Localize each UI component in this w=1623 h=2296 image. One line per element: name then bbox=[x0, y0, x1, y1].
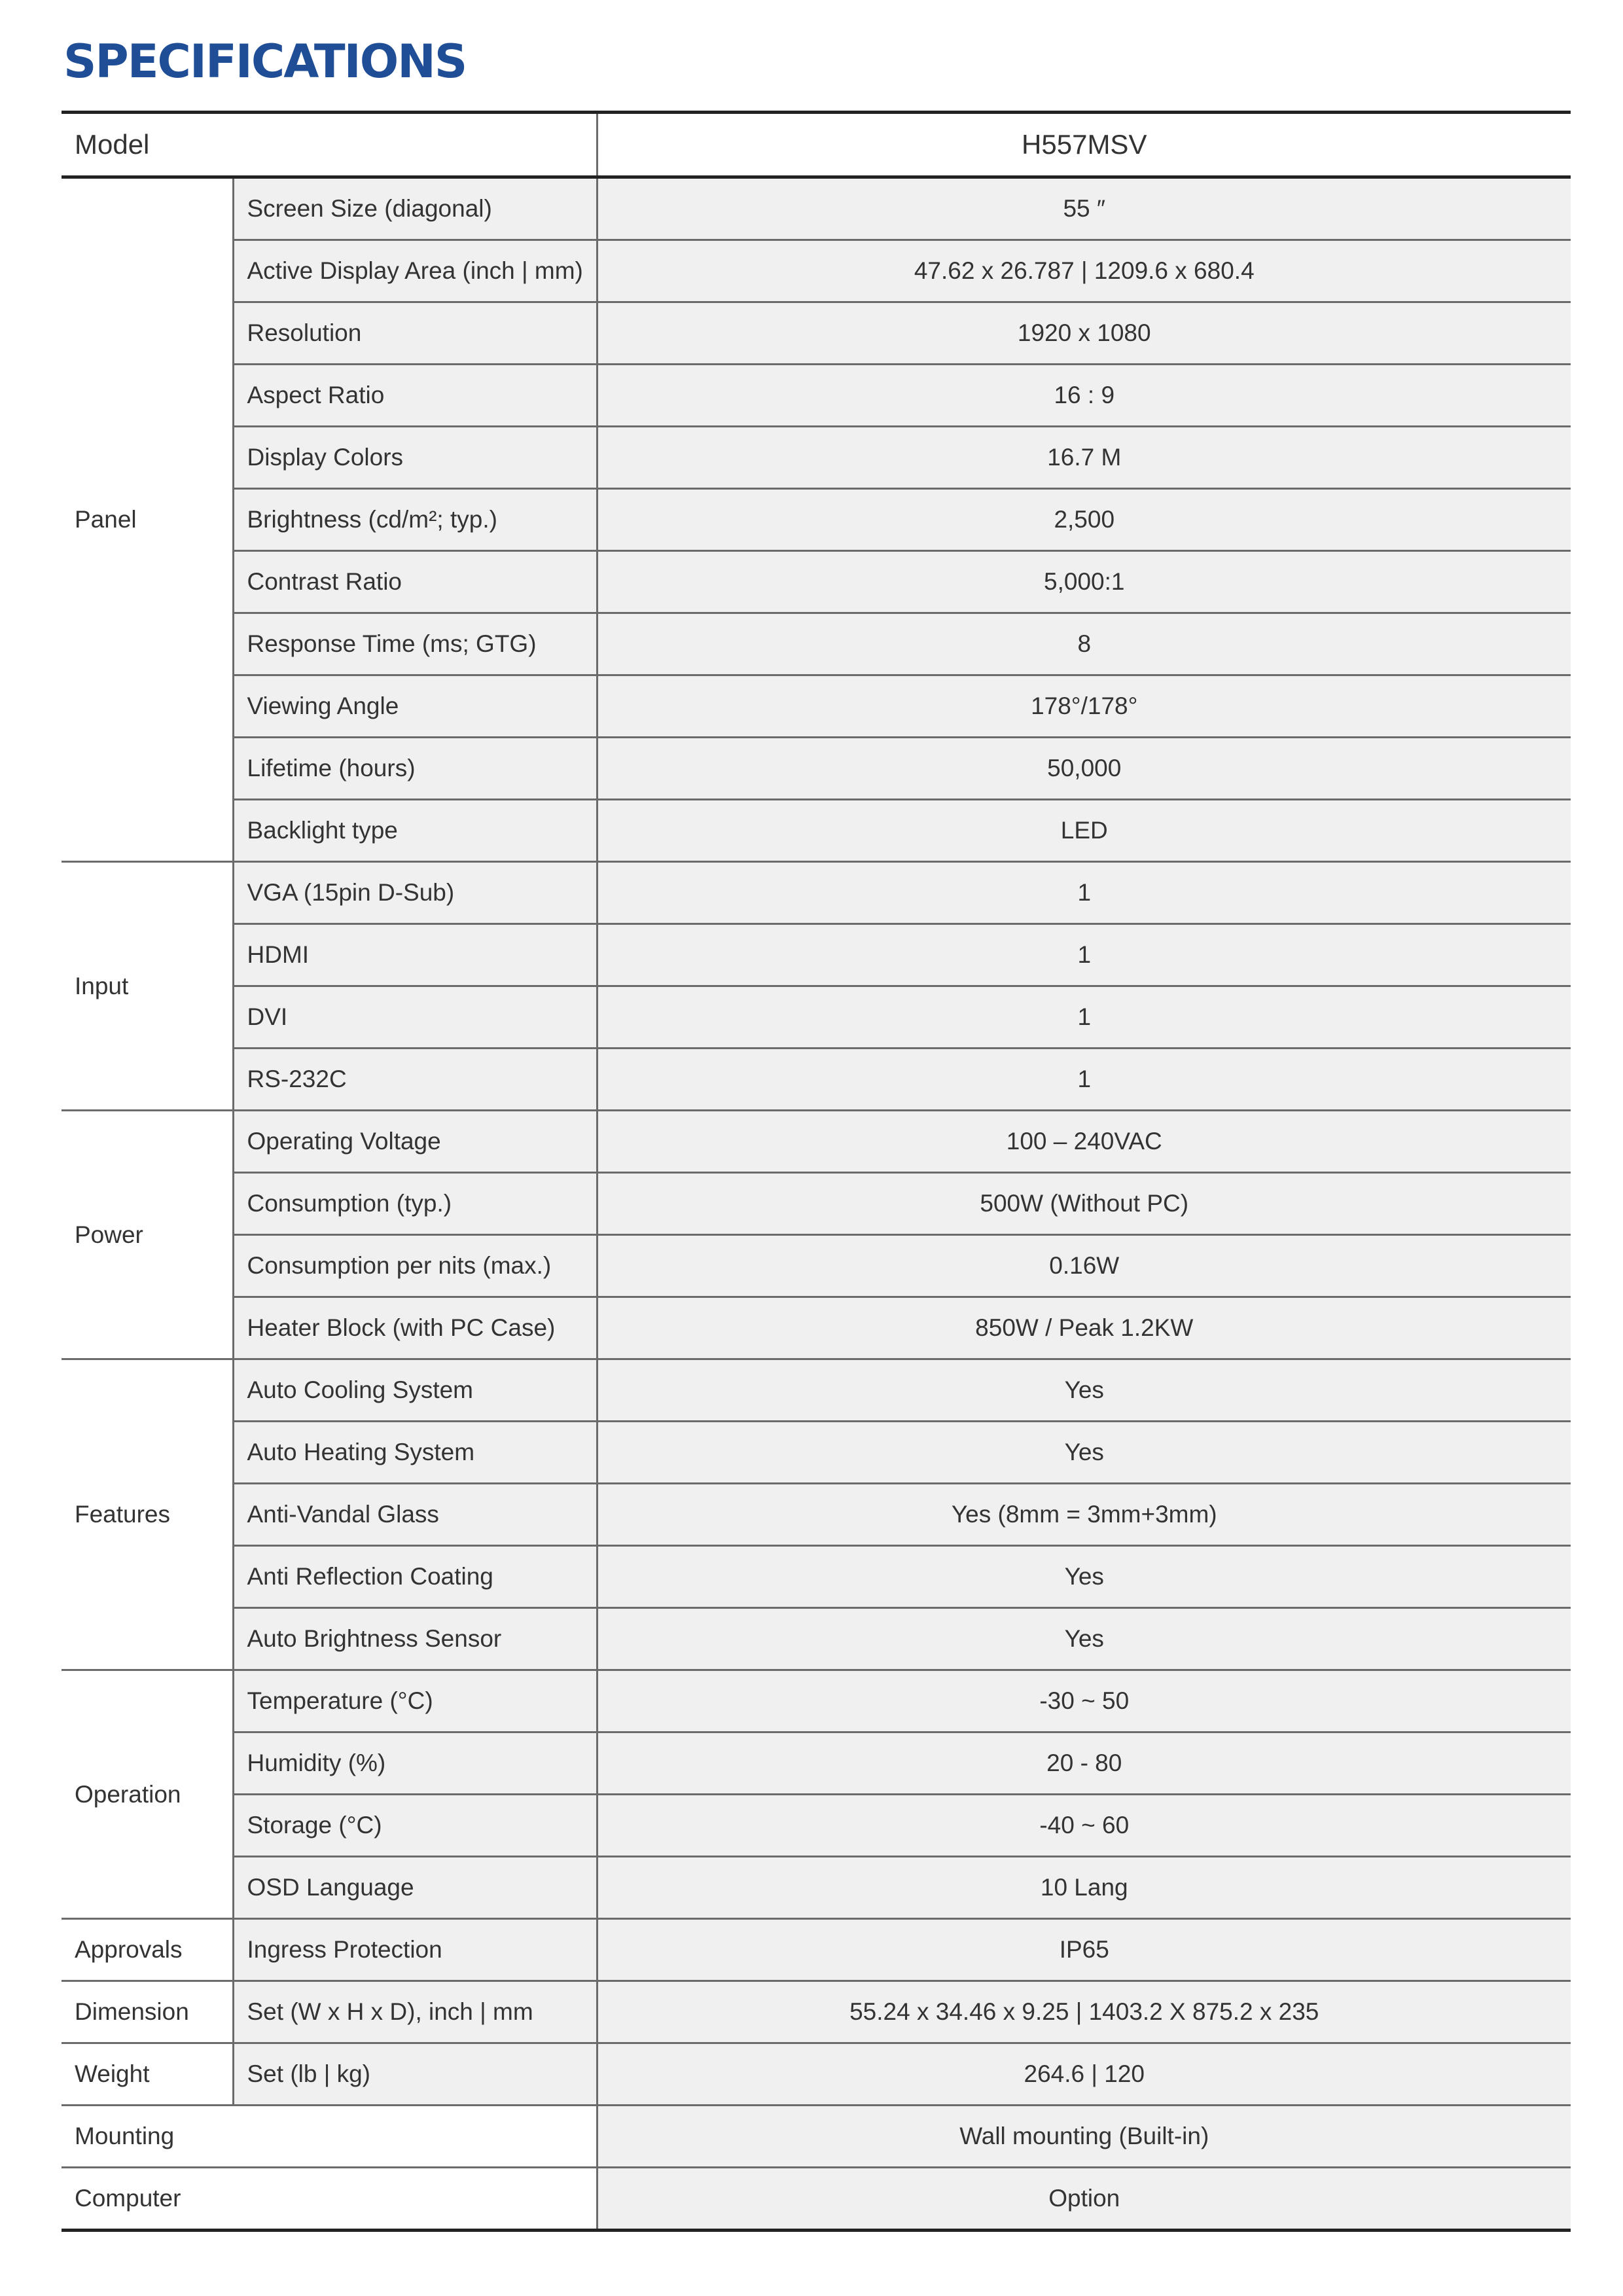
spec-value: 0.16W bbox=[597, 1235, 1571, 1297]
spec-value: 2,500 bbox=[597, 489, 1571, 551]
specifications-table-body bbox=[62, 113, 1571, 2231]
spec-value: -40 ~ 60 bbox=[597, 1795, 1571, 1857]
spec-row bbox=[62, 1049, 1571, 1111]
spec-label: Storage (°C) bbox=[233, 1795, 597, 1857]
spec-row bbox=[62, 177, 1571, 240]
group-label: Panel bbox=[62, 177, 233, 862]
spec-value: 5,000:1 bbox=[597, 551, 1571, 613]
spec-value: 55.24 x 34.46 x 9.25 | 1403.2 X 875.2 x 235 bbox=[597, 1981, 1571, 2043]
spec-label: Response Time (ms; GTG) bbox=[233, 613, 597, 675]
spec-label: Humidity (%) bbox=[233, 1732, 597, 1795]
spec-row bbox=[62, 1670, 1571, 1732]
group-label: Dimension bbox=[62, 1981, 233, 2043]
spec-row bbox=[62, 1235, 1571, 1297]
spec-row bbox=[62, 738, 1571, 800]
group-label: Features bbox=[62, 1359, 233, 1670]
spec-row bbox=[62, 862, 1571, 924]
spec-label: OSD Language bbox=[233, 1857, 597, 1919]
spec-value: Yes (8mm = 3mm+3mm) bbox=[597, 1484, 1571, 1546]
spec-value: LED bbox=[597, 800, 1571, 862]
spec-value: 100 – 240VAC bbox=[597, 1111, 1571, 1173]
spec-row bbox=[62, 1484, 1571, 1546]
spec-row bbox=[62, 365, 1571, 427]
spec-value: 500W (Without PC) bbox=[597, 1173, 1571, 1235]
spec-value: 1 bbox=[597, 1049, 1571, 1111]
spec-row bbox=[62, 2168, 1571, 2231]
spec-row bbox=[62, 2106, 1571, 2168]
spec-value: 178°/178° bbox=[597, 675, 1571, 738]
spec-value: Wall mounting (Built-in) bbox=[597, 2106, 1571, 2168]
spec-label: Backlight type bbox=[233, 800, 597, 862]
spec-value: 1920 x 1080 bbox=[597, 302, 1571, 365]
spec-value: Yes bbox=[597, 1359, 1571, 1422]
spec-value: 20 - 80 bbox=[597, 1732, 1571, 1795]
spec-row bbox=[62, 240, 1571, 302]
spec-value: Yes bbox=[597, 1608, 1571, 1670]
spec-row bbox=[62, 1608, 1571, 1670]
spec-label: Anti-Vandal Glass bbox=[233, 1484, 597, 1546]
spec-label: Active Display Area (inch | mm) bbox=[233, 240, 597, 302]
model-label: Model bbox=[62, 113, 597, 177]
spec-label: Consumption (typ.) bbox=[233, 1173, 597, 1235]
model-row bbox=[62, 113, 1571, 177]
spec-row bbox=[62, 1546, 1571, 1608]
spec-label: DVI bbox=[233, 986, 597, 1049]
spec-value: 1 bbox=[597, 924, 1571, 986]
spec-value: 55 ″ bbox=[597, 177, 1571, 240]
spec-row bbox=[62, 1173, 1571, 1235]
spec-value: Yes bbox=[597, 1546, 1571, 1608]
spec-row bbox=[62, 489, 1571, 551]
spec-value: 50,000 bbox=[597, 738, 1571, 800]
specifications-table bbox=[62, 111, 1571, 2232]
spec-row bbox=[62, 1732, 1571, 1795]
spec-row bbox=[62, 1981, 1571, 2043]
spec-label: Auto Brightness Sensor bbox=[233, 1608, 597, 1670]
spec-row bbox=[62, 1297, 1571, 1359]
model-value: H557MSV bbox=[597, 113, 1571, 177]
spec-label: Ingress Protection bbox=[233, 1919, 597, 1981]
spec-label: HDMI bbox=[233, 924, 597, 986]
spec-value: 16 : 9 bbox=[597, 365, 1571, 427]
group-label: Approvals bbox=[62, 1919, 233, 1981]
spec-label: Brightness (cd/m²; typ.) bbox=[233, 489, 597, 551]
spec-value: 47.62 x 26.787 | 1209.6 x 680.4 bbox=[597, 240, 1571, 302]
spec-label: VGA (15pin D-Sub) bbox=[233, 862, 597, 924]
spec-value: -30 ~ 50 bbox=[597, 1670, 1571, 1732]
group-label: Weight bbox=[62, 2043, 233, 2106]
spec-label: Operating Voltage bbox=[233, 1111, 597, 1173]
group-label: Computer bbox=[62, 2168, 597, 2231]
spec-label: Set (lb | kg) bbox=[233, 2043, 597, 2106]
spec-label: Display Colors bbox=[233, 427, 597, 489]
spec-label: Auto Heating System bbox=[233, 1422, 597, 1484]
spec-label: Contrast Ratio bbox=[233, 551, 597, 613]
spec-row bbox=[62, 924, 1571, 986]
spec-label: Consumption per nits (max.) bbox=[233, 1235, 597, 1297]
spec-label: Aspect Ratio bbox=[233, 365, 597, 427]
page-title: SPECIFICATIONS bbox=[63, 35, 467, 88]
spec-row bbox=[62, 1919, 1571, 1981]
spec-value: Yes bbox=[597, 1422, 1571, 1484]
spec-row bbox=[62, 613, 1571, 675]
spec-row bbox=[62, 1857, 1571, 1919]
spec-label: Auto Cooling System bbox=[233, 1359, 597, 1422]
spec-row bbox=[62, 1359, 1571, 1422]
spec-row bbox=[62, 551, 1571, 613]
spec-label: Heater Block (with PC Case) bbox=[233, 1297, 597, 1359]
spec-row bbox=[62, 800, 1571, 862]
spec-row bbox=[62, 675, 1571, 738]
spec-value: 8 bbox=[597, 613, 1571, 675]
spec-label: RS-232C bbox=[233, 1049, 597, 1111]
group-label: Power bbox=[62, 1111, 233, 1359]
spec-value: 10 Lang bbox=[597, 1857, 1571, 1919]
spec-row bbox=[62, 1111, 1571, 1173]
spec-label: Set (W x H x D), inch | mm bbox=[233, 1981, 597, 2043]
group-label: Mounting bbox=[62, 2106, 597, 2168]
spec-row bbox=[62, 302, 1571, 365]
spec-row bbox=[62, 2043, 1571, 2106]
spec-value: 1 bbox=[597, 986, 1571, 1049]
group-label: Operation bbox=[62, 1670, 233, 1919]
spec-value: 16.7 M bbox=[597, 427, 1571, 489]
spec-value: Option bbox=[597, 2168, 1571, 2231]
spec-label: Temperature (°C) bbox=[233, 1670, 597, 1732]
spec-row bbox=[62, 1795, 1571, 1857]
spec-value: 1 bbox=[597, 862, 1571, 924]
spec-label: Screen Size (diagonal) bbox=[233, 177, 597, 240]
spec-value: 264.6 | 120 bbox=[597, 2043, 1571, 2106]
spec-value: IP65 bbox=[597, 1919, 1571, 1981]
spec-label: Anti Reflection Coating bbox=[233, 1546, 597, 1608]
spec-row bbox=[62, 986, 1571, 1049]
spec-label: Lifetime (hours) bbox=[233, 738, 597, 800]
group-label: Input bbox=[62, 862, 233, 1111]
spec-label: Resolution bbox=[233, 302, 597, 365]
spec-label: Viewing Angle bbox=[233, 675, 597, 738]
spec-row bbox=[62, 1422, 1571, 1484]
spec-row bbox=[62, 427, 1571, 489]
spec-value: 850W / Peak 1.2KW bbox=[597, 1297, 1571, 1359]
